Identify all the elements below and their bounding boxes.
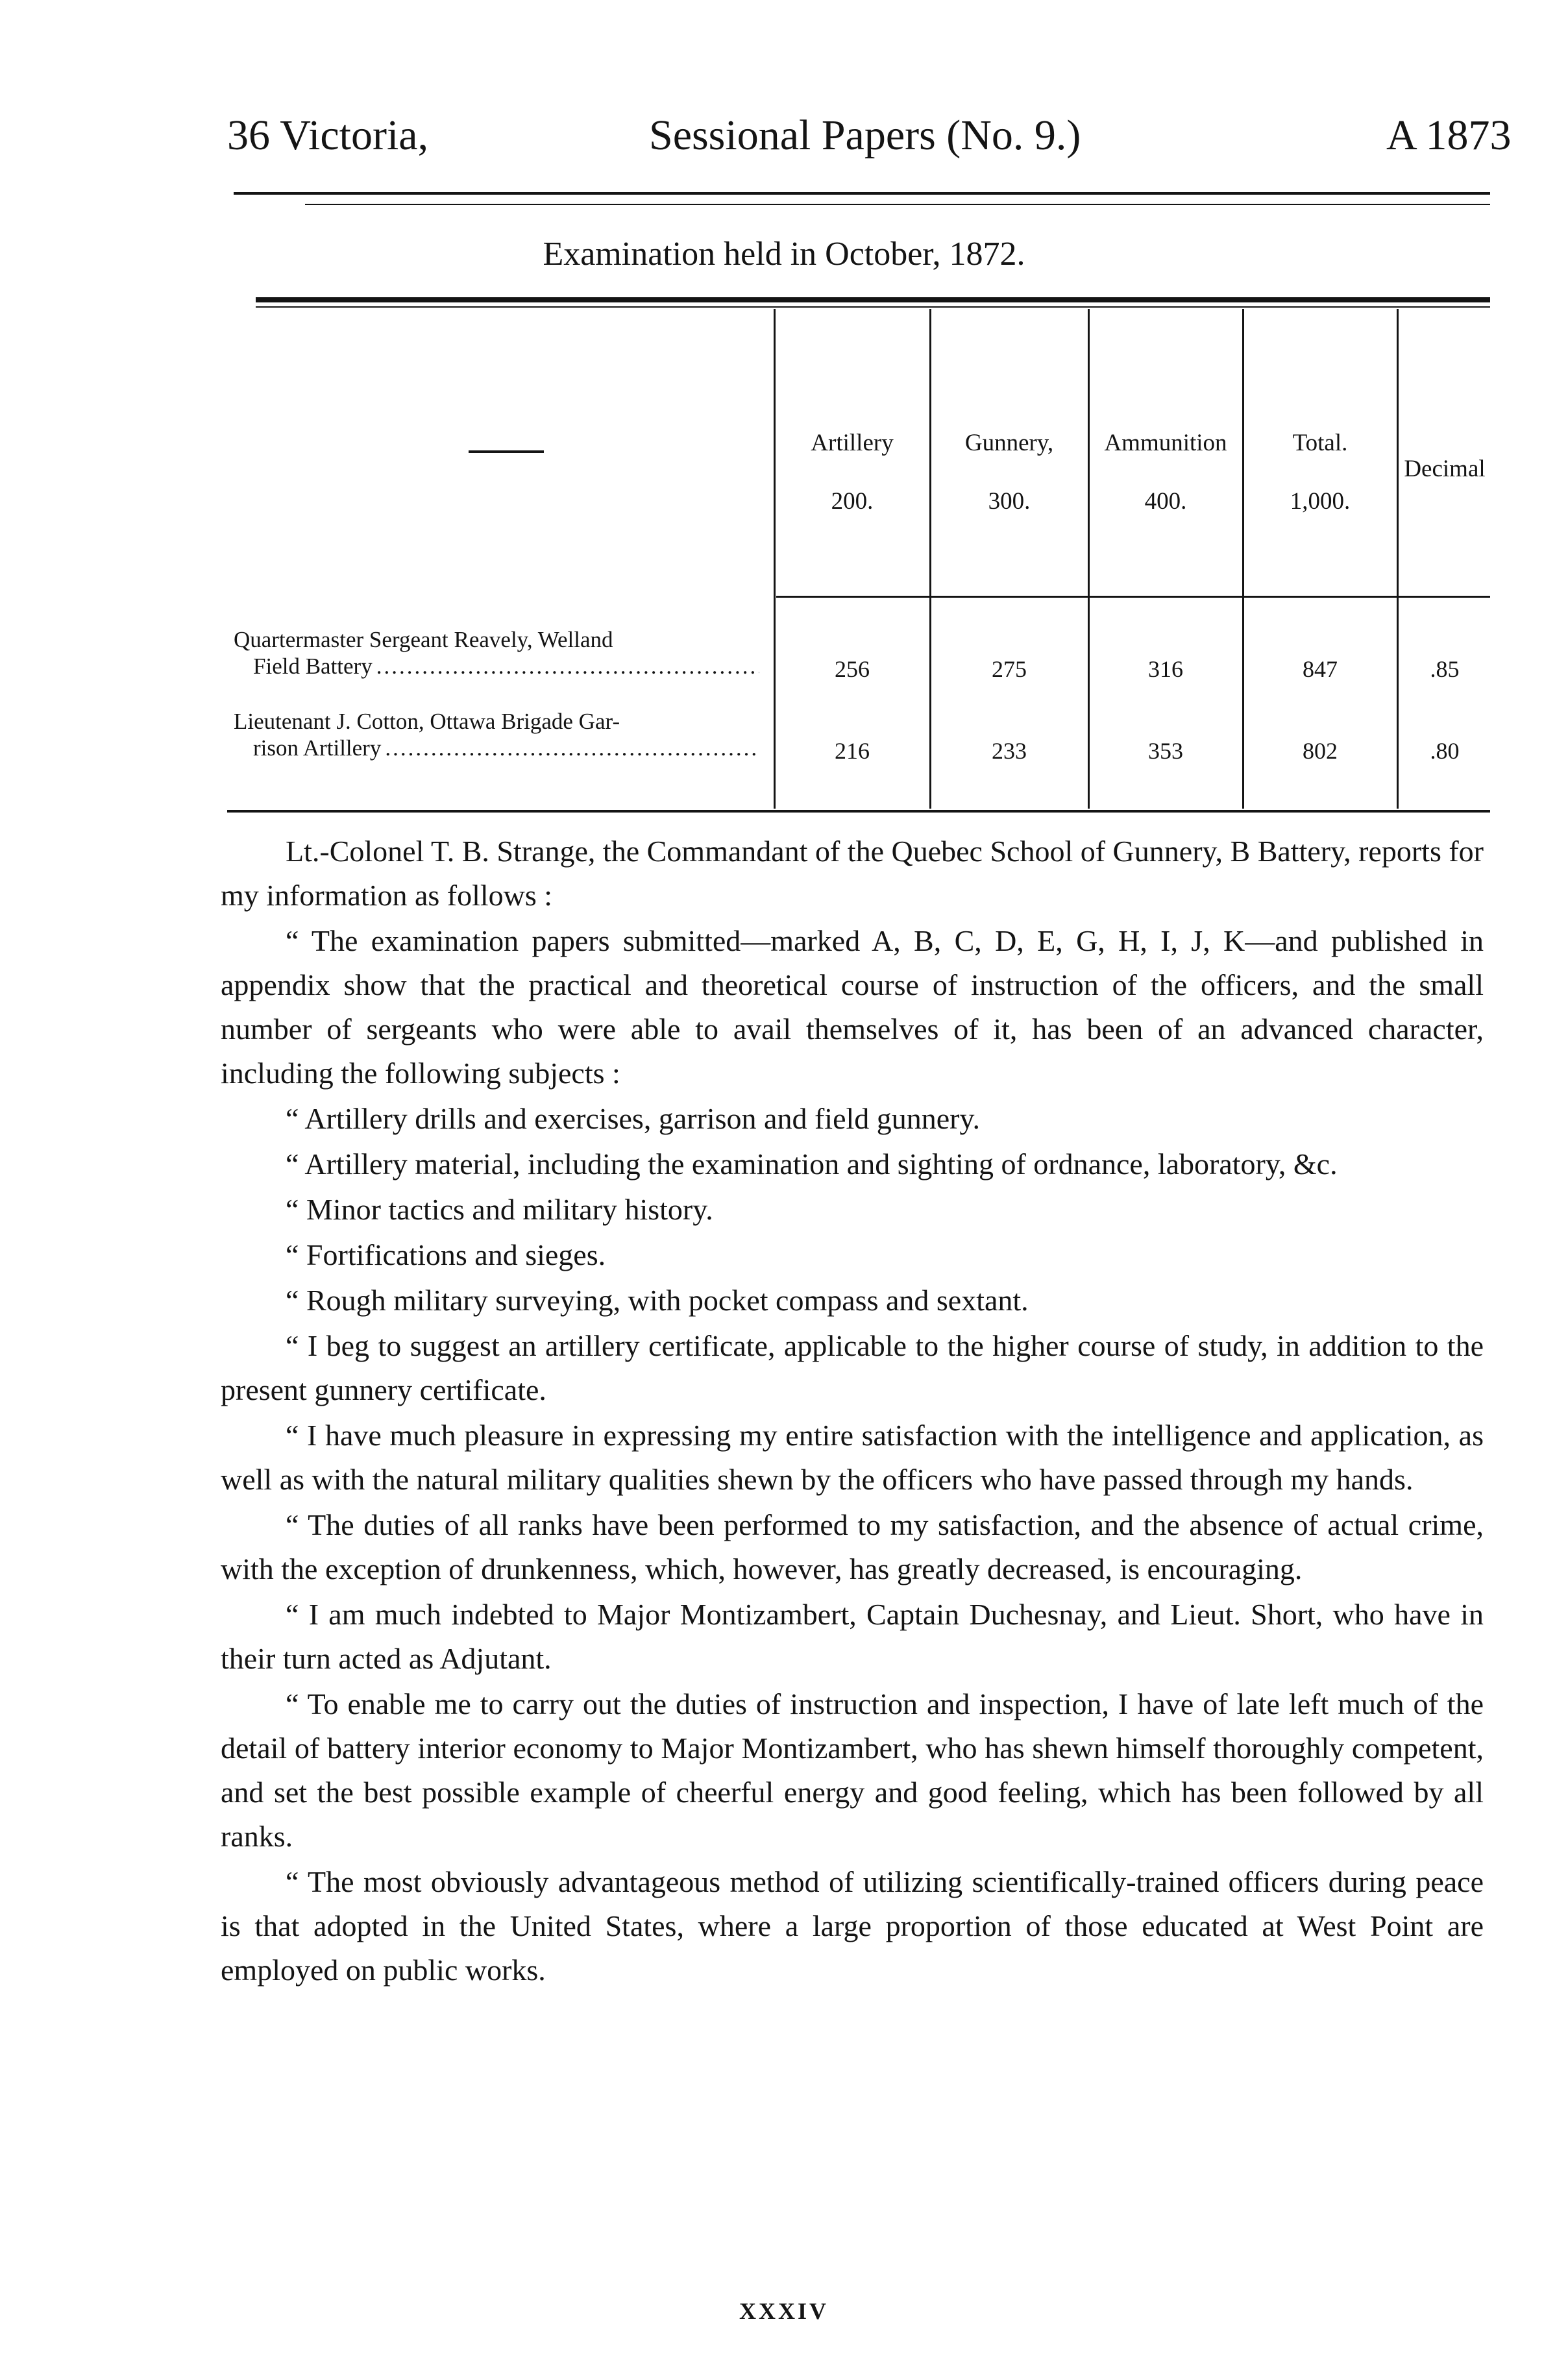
paragraph: “ Artillery material, including the examination and sighting of ordnance, laboratory, &c. bbox=[286, 1147, 1338, 1180]
column-header-ammunition bbox=[1090, 428, 1241, 517]
table-cell: 316 bbox=[1148, 656, 1183, 682]
column-max: 300. bbox=[988, 488, 1031, 515]
table-cell: .85 bbox=[1430, 656, 1460, 682]
leader-dots bbox=[376, 654, 759, 680]
table-cell: 847 bbox=[1303, 656, 1338, 682]
column-divider bbox=[1088, 309, 1090, 809]
paragraph: “ The duties of all ranks have been performed to my satisfaction, and the absence of actual crime, with the exception of drunkenness, which, however, has greatly decreased, is encouraging. bbox=[221, 1508, 1484, 1585]
paragraph: “ I beg to suggest an artillery certificate, applicable to the higher course of study, in addition to the present gunnery certificate. bbox=[221, 1329, 1484, 1406]
column-divider bbox=[1397, 309, 1399, 809]
column-header-artillery bbox=[776, 428, 928, 517]
header-year: A 1873 bbox=[1386, 112, 1512, 159]
table-bottom-rule bbox=[227, 810, 1490, 813]
paragraph: “ Artillery drills and exercises, garrison and field gunnery. bbox=[286, 1102, 981, 1135]
table-cell: 216 bbox=[835, 738, 870, 764]
row-label-line: Field Battery bbox=[253, 653, 373, 679]
paragraph: “ Fortifications and sieges. bbox=[286, 1238, 606, 1271]
row-label-line: Lieutenant J. Cotton, Ottawa Brigade Gar- bbox=[234, 709, 620, 734]
row-label-line: rison Artillery bbox=[253, 735, 382, 761]
column-max: 1,000. bbox=[1290, 488, 1351, 515]
column-divider bbox=[1242, 309, 1244, 809]
column-name: Artillery bbox=[811, 430, 894, 456]
row-label-line: Quartermaster Sergeant Reavely, Welland bbox=[234, 627, 613, 652]
column-divider bbox=[929, 309, 931, 809]
leader-dots bbox=[385, 735, 759, 762]
column-name: Total. bbox=[1292, 430, 1348, 456]
header-title: Sessional Papers (No. 9.) bbox=[649, 112, 1081, 159]
column-header-total bbox=[1245, 428, 1395, 517]
header-rule-thick bbox=[234, 192, 1490, 195]
column-header-decimal bbox=[1399, 454, 1490, 484]
table-cell: 353 bbox=[1148, 738, 1183, 764]
paragraph: “ The examination papers submitted—marked A, B, C, D, E, G, H, I, J, K—and published in appendix show that the practical and theoretical course of instruction of the officers, and the small number of sergeants who were able to avail themselves of it, has been of an advanced character, including the following subjects : bbox=[221, 924, 1484, 1090]
header-divider-rule bbox=[776, 596, 1490, 598]
page-number: XXXIV bbox=[739, 2298, 829, 2324]
table-title: Examination held in October, 1872. bbox=[543, 236, 1025, 273]
table-cell: 256 bbox=[835, 656, 870, 682]
column-divider bbox=[774, 309, 776, 809]
table-cell: .80 bbox=[1430, 738, 1460, 764]
table-top-rule-thin bbox=[256, 306, 1490, 308]
paragraph: Lt.-Colonel T. B. Strange, the Commandant of the Quebec School of Gunnery, B Battery, reports for my information as follows : bbox=[221, 835, 1484, 912]
table-row-label bbox=[234, 627, 759, 679]
column-name: Gunnery, bbox=[964, 430, 1054, 456]
paragraph: “ I have much pleasure in expressing my entire satisfaction with the intelligence and application, as well as with the natural military qualities shewn by the officers who have passed through my hands. bbox=[221, 1419, 1484, 1496]
paragraph: “ Minor tactics and military history. bbox=[286, 1193, 713, 1226]
paragraph: “ I am much indebted to Major Montizambert, Captain Duchesnay, and Lieut. Short, who have in their turn acted as Adjutant. bbox=[221, 1598, 1484, 1675]
column-name: Decimal bbox=[1404, 456, 1486, 482]
paragraph: “ Rough military surveying, with pocket compass and sextant. bbox=[286, 1284, 1029, 1317]
table-cell: 233 bbox=[992, 738, 1027, 764]
column-max: 200. bbox=[831, 488, 874, 515]
header-rule-thin bbox=[305, 204, 1490, 205]
report-body bbox=[221, 829, 1484, 1992]
column-max: 400. bbox=[1144, 488, 1187, 515]
paragraph: “ The most obviously advantageous method of utilizing scientifically-trained officers during peace is that adopted in the United States, where a large proportion of those educated at West Point are employed on public works. bbox=[221, 1865, 1484, 1987]
table-top-rule-thick bbox=[256, 297, 1490, 302]
stub-heading-dash bbox=[469, 450, 544, 453]
table-cell: 275 bbox=[992, 656, 1027, 682]
header-session: 36 Victoria, bbox=[227, 112, 429, 159]
table-cell: 802 bbox=[1303, 738, 1338, 764]
paragraph: “ To enable me to carry out the duties of instruction and inspection, I have of late left much of the detail of battery interior economy to Major Montizambert, who has shewn himself thoroughly competent, and set the best possible example of cheerful energy and good feeling, which has been followed by all ranks. bbox=[221, 1687, 1484, 1853]
column-name: Ammunition bbox=[1104, 430, 1227, 456]
table-row-label bbox=[234, 709, 759, 761]
column-header-gunnery bbox=[932, 428, 1086, 517]
